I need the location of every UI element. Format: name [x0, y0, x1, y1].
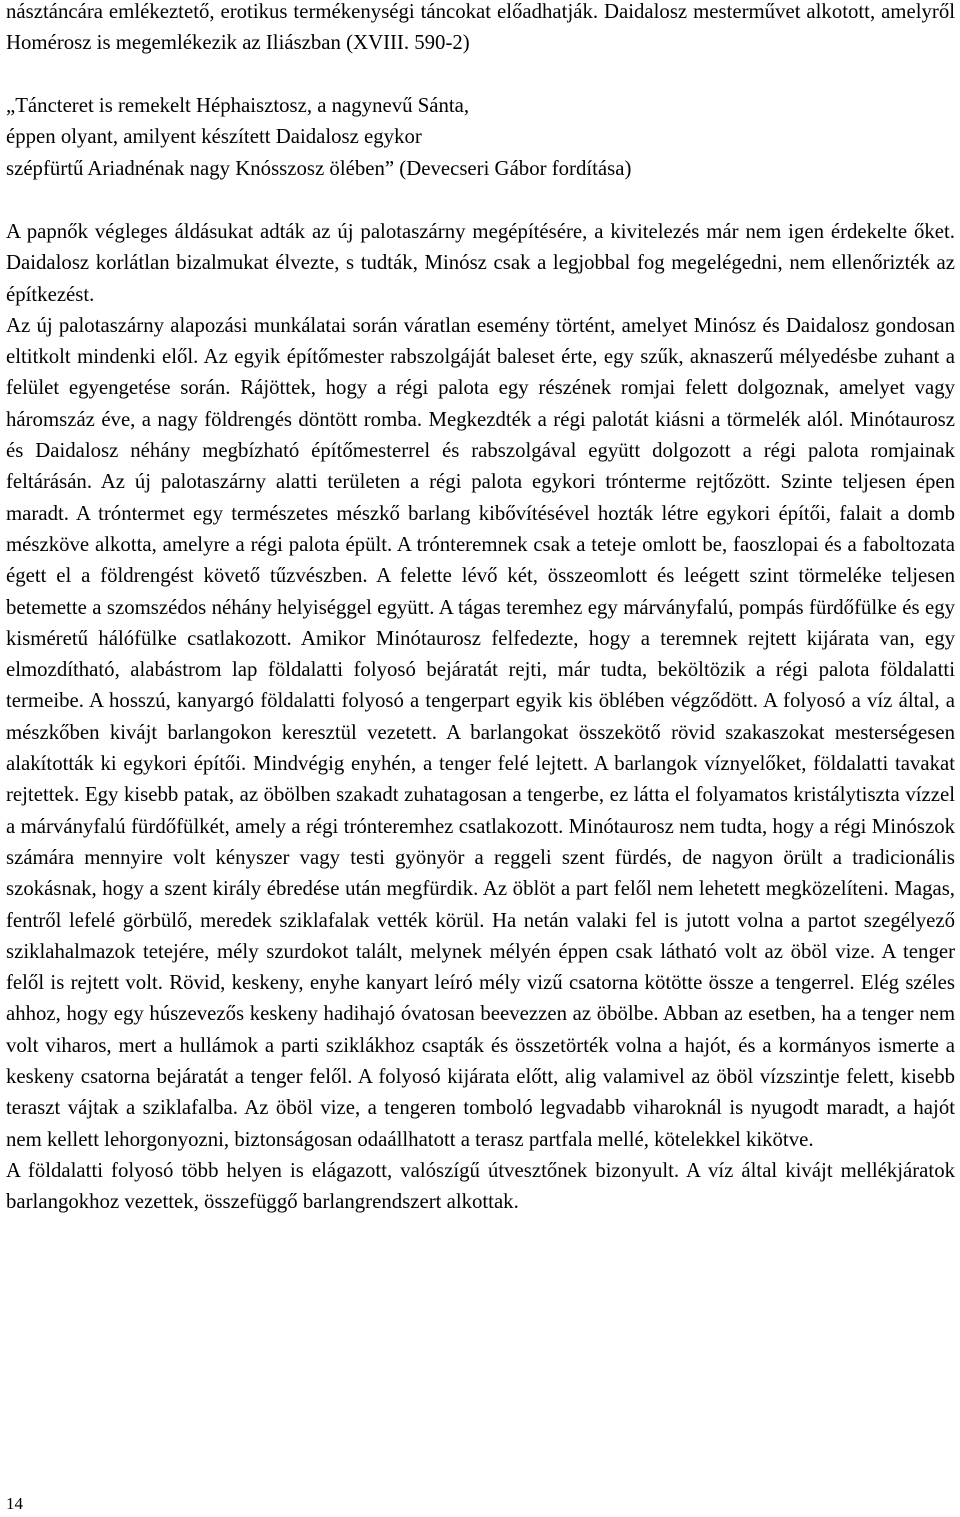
body-paragraph: A papnők végleges áldásukat adták az új palotaszárny megépítésére, a kivitelezés már nem igen érdekelte őket. Daidalosz korlátlan bizalmukat élvezte, s tudták, Minósz csak a legjobbal fog megelégedni, nem ellenőrizték az építkezést. — [6, 220, 955, 306]
page-number: 14 — [6, 1494, 23, 1513]
intro-text: násztáncára emlékeztető, erotikus termékenységi táncokat előadhatják. Daidalosz mesterművet alkotott, amelyről Homérosz is megemlékezik az Iliászban (XVIII. 590-2) — [6, 0, 955, 55]
poem-line: szépfürtű Ariadnénak nagy Knósszosz ölében” (Devecseri Gábor fordítása) — [6, 156, 632, 180]
intro-paragraph — [6, 0, 955, 59]
body-paragraph: Az új palotaszárny alapozási munkálatai során váratlan esemény történt, amelyet Minósz és Daidalosz gondosan eltitkolt mindenki elől. Az egyik építőmester rabszolgáját baleset érte, egy szűk, aknaszerű mélyedésbe zuhant a felület egyengetése során. Rájöttek, hogy a régi palota egy részének romjai felett dolgoznak, amelyet vagy háromszáz éve, a nagy földrengés döntött romba. Megkezdték a régi palotát kiásni a törmelék alól. Minótaurosz és Daidalosz néhány megbízható építőmesterrel és rabszolgával együtt dolgozott a régi palota romjainak feltárásán. Az új palotaszárny alatti területen a régi palota egykori trónterme rejtőzött. Szinte teljesen épen maradt. A tróntermet egy természetes mészkő barlang kibővítésével hozták létre egykori építői, falait a domb mészköve alkotta, amelyre a régi palota épült. A trónteremnek csak a teteje omlott be, faoszlopai és a faboltozata égett el a földrengést követő tűzvészben. A felette lévő két, összeomlott és leégett szint törmeléke teljesen betemette a szomszédos néhány helyiséggel együtt. A tágas teremhez egy márványfalú, pompás fürdőfülke és egy kisméretű hálófülke csatlakozott. Amikor Minótaurosz felfedezte, hogy a teremnek rejtett kijárata van, egy elmozdítható, alabástrom lap földalatti folyosó bejáratát rejti, már tudta, beköltözik a régi palota földalatti termeibe. A hosszú, kanyargó földalatti folyosó a tengerpart egyik kis öblében végződött. A folyosó a víz által, a mészkőben kivájt barlangokon keresztül vezetett. A barlangokat összekötő rövid szakaszokat mesterségesen alakították ki egykori építői. Mindvégig enyhén, a tenger felé lejtett. A barlangok víznyelőket, földalatti tavakat rejtettek. Egy kisebb patak, az öbölben szakadt zuhatagosan a tengerbe, ez látta el folyamatos kristálytiszta vízzel a márványfalú fürdőfülkét, amely a régi trónteremhez csatlakozott. Minótaurosz nem tudta, hogy a régi Minószok számára mennyire volt kényszer vagy testi gyönyör a reggeli szent fürdés, de nagyon örült a tradicionális szokásnak, hogy a szent király ébredése után megfürdik. Az öblöt a part felől nem lehetett megközelíteni. Magas, fentről lefelé görbülő, meredek sziklafalak vették körül. Ha netán valaki fel is jutott volna a partot szegélyező sziklahalmazok tetejére, mély szurdokot talált, melynek mélyén éppen csak látható volt az öböl vize. A tenger felől is rejtett volt. Rövid, keskeny, enyhe kanyart leíró mély vizű csatorna kötötte össze a tengerrel. Elég széles ahhoz, hogy egy húszevezős keskeny hadihajó óvatosan beevezzen az öbölbe. Abban az esetben, ha a tenger nem volt viharos, mert a hullámok a parti sziklákhoz csapták és összetörték volna a hajót, és a kormányos ismerte a keskeny csatorna bejáratát a tenger felől. A folyosó kijárata előtt, alig valamivel az öböl vízszintje felett, kisebb teraszt vájtak a sziklafalba. Az öböl vize, a tengeren tomboló legvadabb viharoknál is nyugodt maradt, a hajót nem kellett lehorgonyozni, biztonságosan odaállhatott a terasz partfala mellé, kötelekkel kikötve. — [6, 313, 955, 1151]
body-text — [6, 216, 955, 1218]
poem-line: „Táncteret is remekelt Héphaisztosz, a nagynevű Sánta, — [6, 94, 470, 117]
quoted-poem — [6, 90, 955, 184]
poem-line: éppen olyant, amilyent készített Daidalosz egykor — [6, 125, 422, 149]
body-paragraph: A földalatti folyosó több helyen is elágazott, valószígű útvesztőnek bizonyult. A víz által kivájt mellékjáratok barlangokhoz vezettek, összefüggő barlangrendszert alkottak. — [6, 1158, 955, 1214]
